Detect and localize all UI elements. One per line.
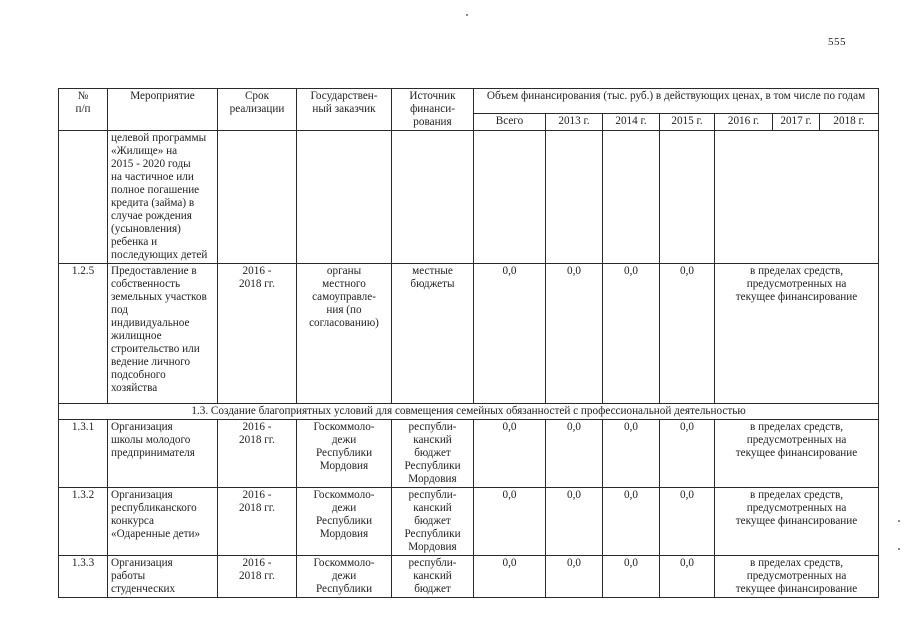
- cell-note: в пределах средств, предусмотренных на текущее финансирование: [715, 264, 879, 404]
- header-term: Срок реализации: [218, 89, 297, 131]
- header-source: Источник финанси- рования: [392, 89, 474, 131]
- cell-term: 2016 - 2018 гг.: [218, 488, 297, 556]
- cell-year: 0,0: [660, 488, 715, 556]
- section-row: [59, 404, 879, 420]
- table-row: [59, 488, 879, 556]
- scan-speck: [466, 14, 468, 16]
- cell-customer: Госкоммоло- дежи Республики Мордовия: [297, 420, 392, 488]
- cell-total: 0,0: [474, 264, 546, 404]
- section-title: 1.3. Создание благоприятных условий для совмещения семейных обязанностей с профессиональной деятельностью: [59, 404, 879, 420]
- cell-year: 0,0: [546, 420, 603, 488]
- cell-num: 1.3.3: [59, 556, 108, 598]
- cell-year: 0,0: [660, 264, 715, 404]
- cell-year: [546, 131, 603, 264]
- financing-table: [58, 88, 879, 598]
- cell-source: местные бюджеты: [392, 264, 474, 404]
- header-row: [59, 89, 879, 114]
- table-row-continuation: [59, 131, 879, 264]
- table-row: [59, 420, 879, 488]
- header-year: 2015 г.: [660, 114, 715, 131]
- cell-year: 0,0: [603, 488, 660, 556]
- cell-note: [715, 131, 879, 264]
- cell-total: 0,0: [474, 488, 546, 556]
- cell-event: целевой программы «Жилище» на 2015 - 2020 годы на частичное или полное погашение кредита (займа) в случае рождения (усыновления) ребенка и последующих детей: [108, 131, 218, 264]
- cell-customer: [297, 131, 392, 264]
- cell-year: 0,0: [603, 264, 660, 404]
- cell-year: 0,0: [546, 556, 603, 598]
- cell-note: в пределах средств, предусмотренных на текущее финансирование: [715, 488, 879, 556]
- cell-num: [59, 131, 108, 264]
- cell-term: 2016 - 2018 гг.: [218, 420, 297, 488]
- cell-year: 0,0: [660, 420, 715, 488]
- header-event: Мероприятие: [108, 89, 218, 131]
- cell-total: 0,0: [474, 556, 546, 598]
- header-total: Всего: [474, 114, 546, 131]
- header-customer: Государствен- ный заказчик: [297, 89, 392, 131]
- table-row: [59, 264, 879, 404]
- cell-event: Организация работы студенческих: [108, 556, 218, 598]
- page-number: 555: [828, 36, 846, 48]
- header-year: 2016 г.: [715, 114, 773, 131]
- cell-source: республи- канский бюджет Республики Мордовия: [392, 488, 474, 556]
- header-year: 2013 г.: [546, 114, 603, 131]
- scan-speck: [898, 520, 900, 522]
- cell-year: 0,0: [603, 420, 660, 488]
- cell-term: [218, 131, 297, 264]
- cell-source: республи- канский бюджет: [392, 556, 474, 598]
- cell-year: 0,0: [660, 556, 715, 598]
- table-row: [59, 556, 879, 598]
- header-year: 2018 г.: [820, 114, 879, 131]
- cell-customer: Госкоммоло- дежи Республики: [297, 556, 392, 598]
- cell-source: республи- канский бюджет Республики Мордовия: [392, 420, 474, 488]
- cell-num: 1.2.5: [59, 264, 108, 404]
- cell-num: 1.3.1: [59, 420, 108, 488]
- cell-total: [474, 131, 546, 264]
- cell-year: [660, 131, 715, 264]
- cell-year: [603, 131, 660, 264]
- cell-customer: органы местного самоуправле- ния (по согласованию): [297, 264, 392, 404]
- cell-note: в пределах средств, предусмотренных на текущее финансирование: [715, 556, 879, 598]
- cell-year: 0,0: [546, 264, 603, 404]
- cell-note: в пределах средств, предусмотренных на текущее финансирование: [715, 420, 879, 488]
- cell-event: Организация школы молодого предпринимателя: [108, 420, 218, 488]
- cell-term: 2016 - 2018 гг.: [218, 556, 297, 598]
- header-funding: Объем финансирования (тыс. руб.) в действующих ценах, в том числе по годам: [474, 89, 879, 114]
- cell-source: [392, 131, 474, 264]
- cell-year: 0,0: [546, 488, 603, 556]
- cell-term: 2016 - 2018 гг.: [218, 264, 297, 404]
- cell-total: 0,0: [474, 420, 546, 488]
- cell-event: Предоставление в собственность земельных участков под индивидуальное жилищное строительство или ведение личного подсобного хозяйства: [108, 264, 218, 404]
- cell-num: 1.3.2: [59, 488, 108, 556]
- header-year: 2017 г.: [773, 114, 820, 131]
- scan-speck: [898, 548, 900, 550]
- cell-year: 0,0: [603, 556, 660, 598]
- cell-event: Организация республиканского конкурса «Одаренные дети»: [108, 488, 218, 556]
- header-year: 2014 г.: [603, 114, 660, 131]
- cell-customer: Госкоммоло- дежи Республики Мордовия: [297, 488, 392, 556]
- header-num: № п/п: [59, 89, 108, 131]
